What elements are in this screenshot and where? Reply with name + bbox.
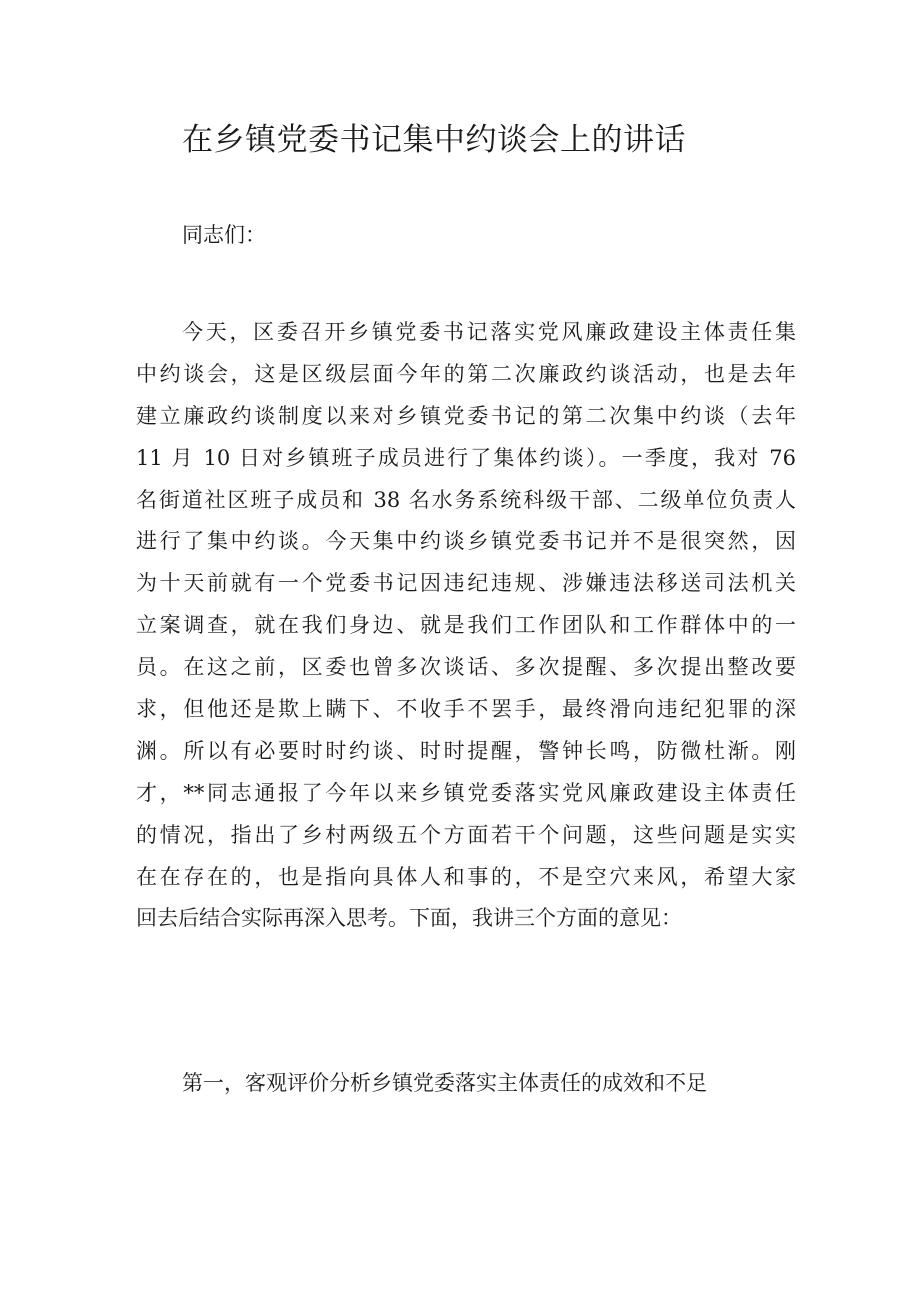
paragraph-line: 求，但他还是欺上瞒下、不收手不罢手，最终滑向违纪犯罪的深 (136, 697, 796, 722)
body-paragraph (136, 312, 796, 940)
paragraph-line: 中约谈会，这是区级层面今年的第二次廉政约谈活动，也是去年 (136, 361, 796, 386)
section-heading: 第一，客观评价分析乡镇党委落实主体责任的成效和不足 (182, 1071, 707, 1095)
paragraph-line: 在在存在的，也是指向具体人和事的，不是空穴来风，希望大家 (136, 864, 796, 889)
paragraph-line: 渊。所以有必要时时约谈、时时提醒，警钟长鸣，防微杜渐。刚 (136, 738, 796, 763)
paragraph-line: 的情况，指出了乡村两级五个方面若干个问题，这些问题是实实 (136, 822, 796, 847)
paragraph-line: 立案调查，就在我们身边、就是我们工作团队和工作群体中的一 (136, 613, 796, 638)
document-title: 在乡镇党委书记集中约谈会上的讲话 (182, 122, 686, 158)
salutation: 同志们： (182, 223, 266, 247)
paragraph-line: 11 月 10 日对乡镇班子成员进行了集体约谈）。一季度，我对 76 (136, 445, 796, 470)
paragraph-line: 建立廉政约谈制度以来对乡镇党委书记的第二次集中约谈（去年 (136, 403, 796, 428)
paragraph-line: 回去后结合实际再深入思考。下面，我讲三个方面的意见： (136, 906, 682, 931)
paragraph-line: 进行了集中约谈。今天集中约谈乡镇党委书记并不是很突然，因 (136, 529, 796, 554)
paragraph-line: 为十天前就有一个党委书记因违纪违规、涉嫌违法移送司法机关 (136, 571, 796, 596)
paragraph-line: 名街道社区班子成员和 38 名水务系统科级干部、二级单位负责人 (136, 487, 796, 512)
paragraph-line: 才，**同志通报了今年以来乡镇党委落实党风廉政建设主体责任 (136, 780, 796, 805)
paragraph-line: 员。在这之前，区委也曾多次谈话、多次提醒、多次提出整改要 (136, 655, 796, 680)
paragraph-line: 今天，区委召开乡镇党委书记落实党风廉政建设主体责任集 (182, 320, 796, 344)
